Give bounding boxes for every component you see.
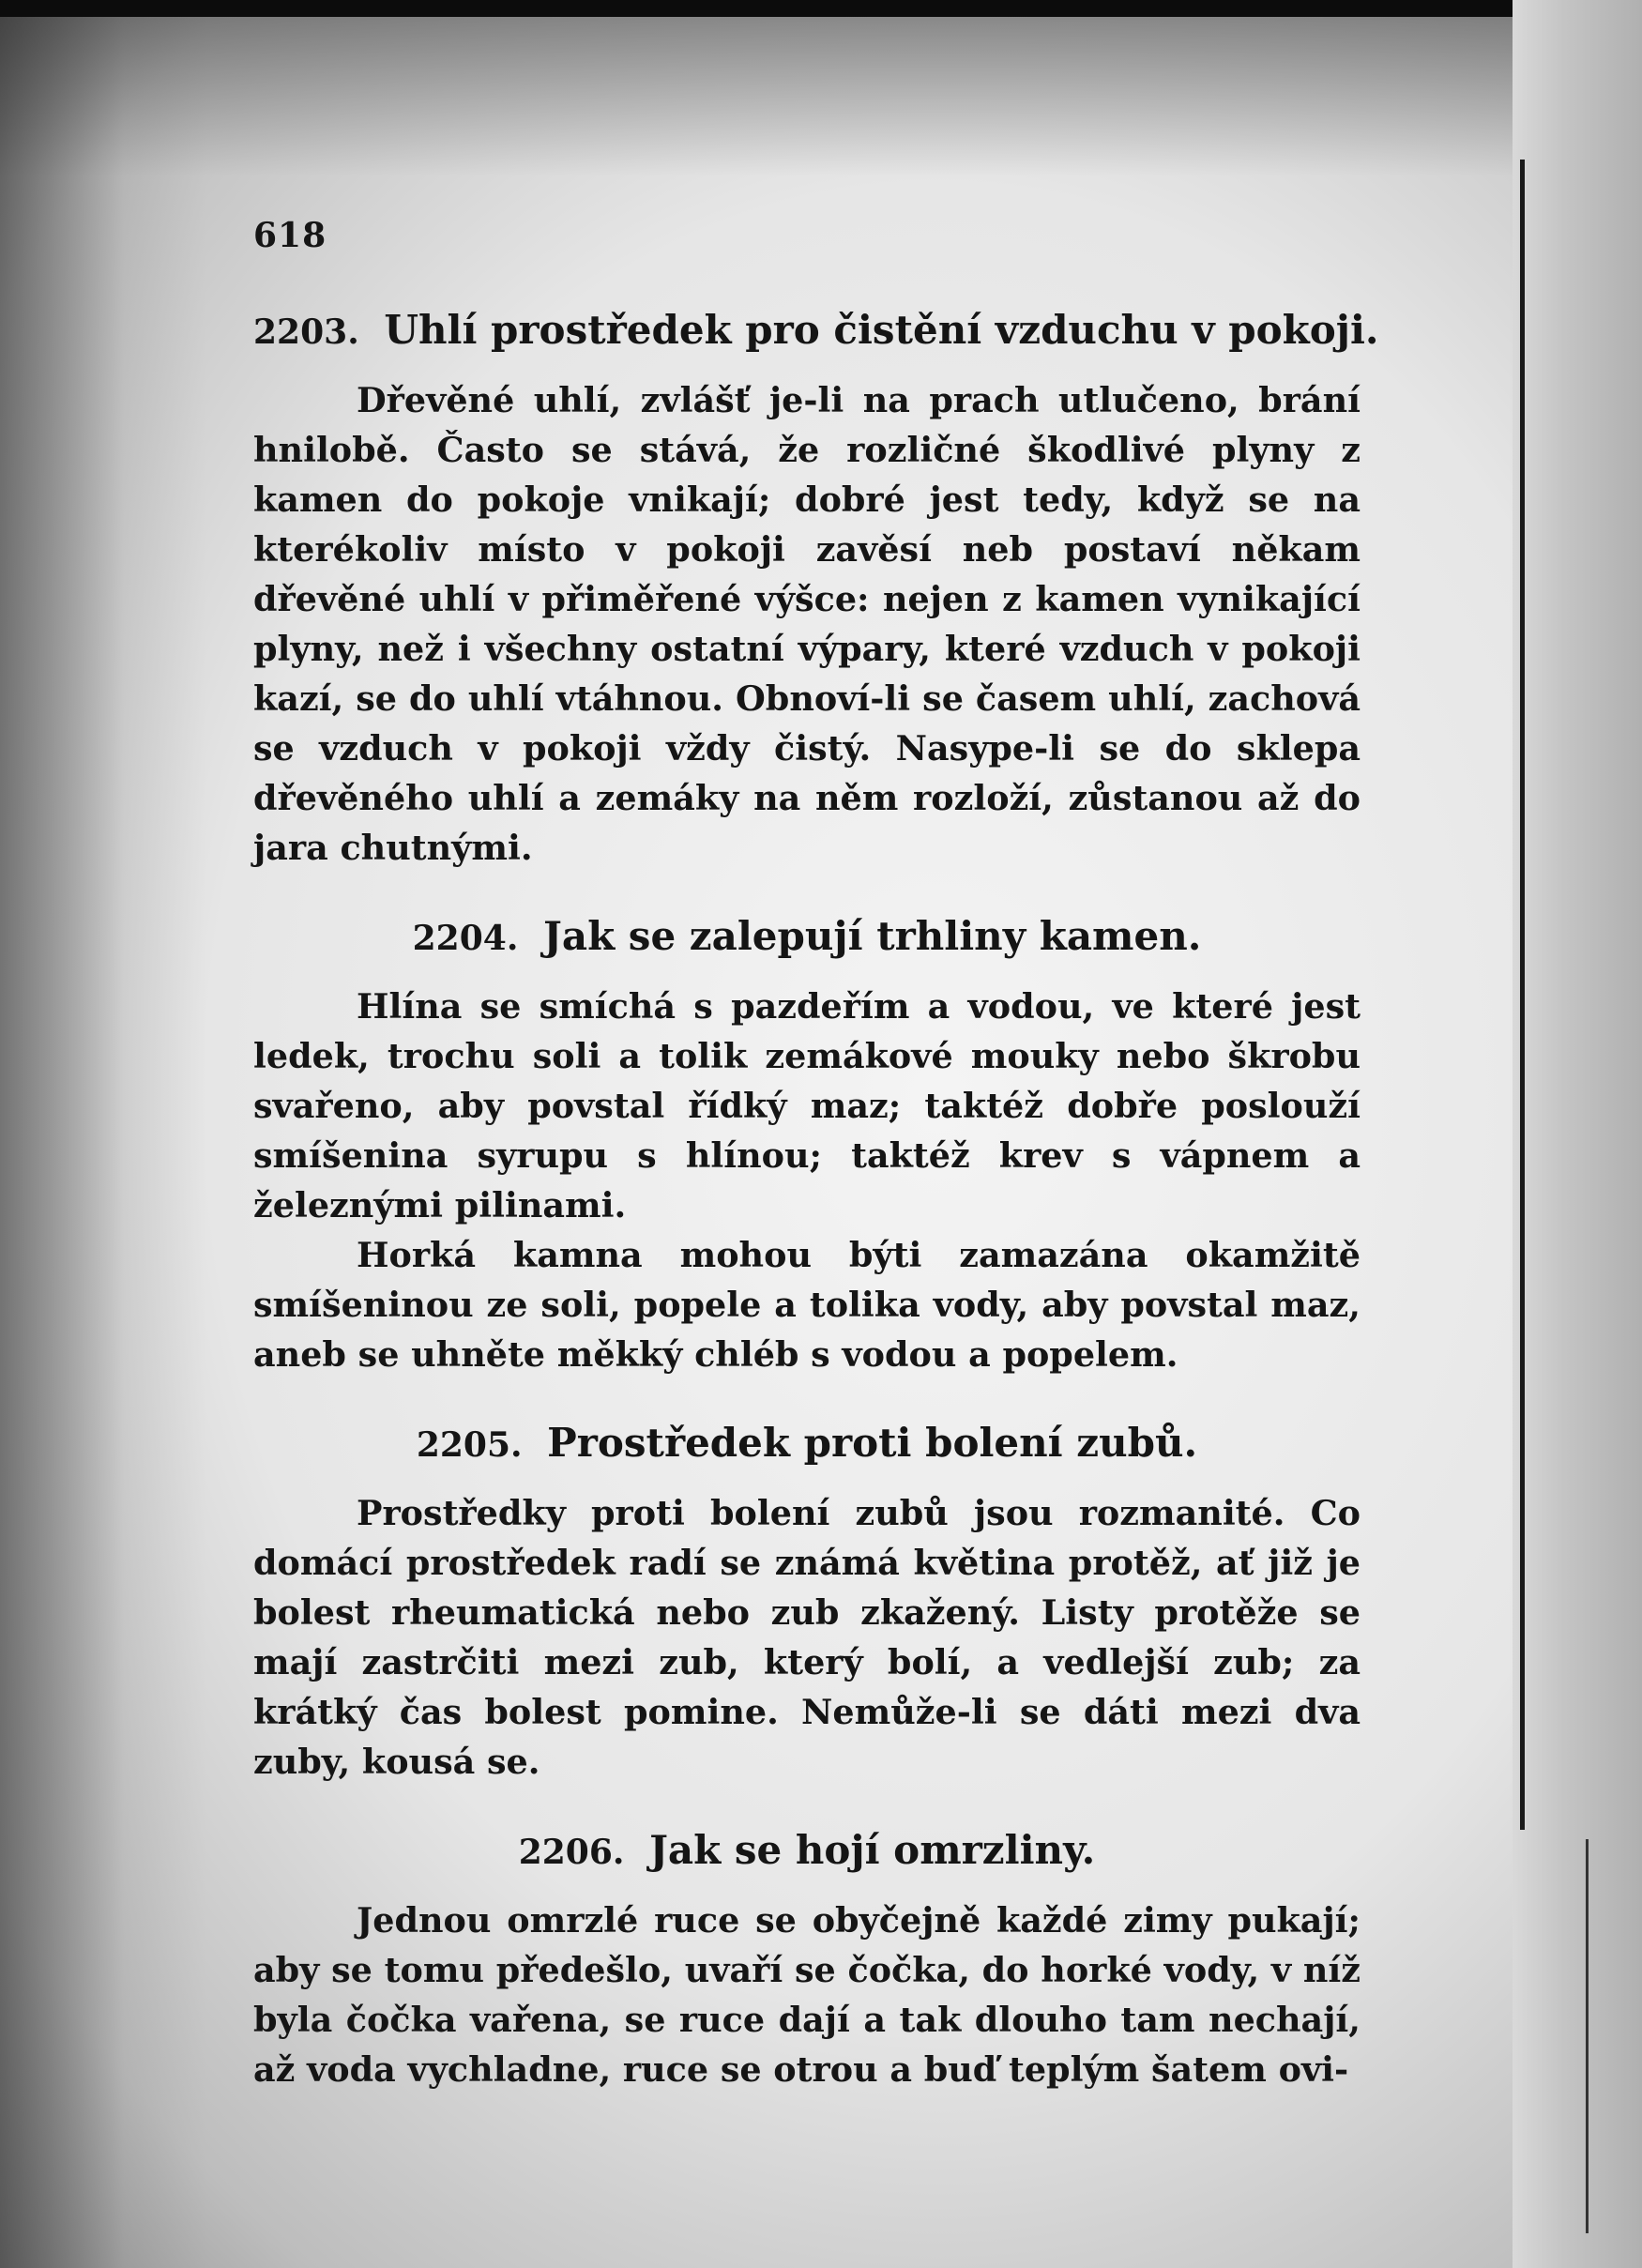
- paragraph: Hlína se smíchá s pazdeřím a vodou, ve které jest ledek, trochu soli a tolik zemákové mouky nebo škrobu svařeno, aby povstal řídký maz; taktéž dobře poslouží smíšenina syrupu s hlínou; taktéž krev s vápnem a železnými pilinami.: [253, 986, 1361, 1225]
- paragraph: Jednou omrzlé ruce se obyčejně každé zimy pukají; aby se tomu předešlo, uvaří se čočka, do horké vody, v níž byla čočka vařena, se ruce dají a tak dlouho tam nechají, až voda vychladne, ruce se otrou a buď teplým šatem ovi-: [253, 1900, 1361, 2090]
- page-shadow: [0, 17, 1513, 176]
- section-number: 2203.: [253, 312, 359, 352]
- section-heading: [253, 304, 1379, 358]
- page-number: 618: [253, 216, 327, 255]
- page-shadow: [0, 17, 206, 2268]
- section-title: Jak se hojí omrzliny.: [649, 1827, 1096, 1873]
- section-heading: [253, 1824, 1361, 1879]
- paragraph: Prostředky proti bolení zubů jsou rozmanité. Co domácí prostředek radí se známá květina protěž, ať již je bolest rheumatická nebo zub zkažený. Listy protěže se mají zastrčiti mezi zub, který bolí, a vedlejší zub; za krátký čas bolest pomine. Nemůže-li se dáti mezi dva zuby, kousá se.: [253, 1493, 1361, 1782]
- edge-rule: [1520, 160, 1525, 1830]
- page-content: [253, 216, 1379, 2094]
- section-heading: [253, 910, 1361, 965]
- section-title: Prostředek proti bolení zubů.: [547, 1420, 1198, 1466]
- section-2204: [253, 910, 1361, 1379]
- section-number: 2206.: [518, 1833, 625, 1872]
- paragraph: Horká kamna mohou býti zamazána okamžitě smíšeninou ze soli, popele a tolika vody, aby povstal maz, aneb se uhněte měkký chléb s vodou a popelem.: [253, 1235, 1361, 1375]
- paragraph: Dřevěné uhlí, zvlášť je-li na prach utlučeno, brání hnilobě. Často se stává, že rozličné škodlivé plyny z kamen do pokoje vnikají; dobré jest tedy, když se na kterékoliv místo v pokoji zavěsí neb postaví někam dřevěné uhlí v přiměřené výšce: nejen z kamen vynikající plyny, než i všechny ostatní výpary, které vzduch v pokoji kazí, se do uhlí vtáhnou. Obnoví-li se časem uhlí, zachová se vzduch v pokoji vždy čistý. Nasype-li se do sklepa dřevěného uhlí a zemáky na něm rozloží, zůstanou až do jara chutnými.: [253, 380, 1361, 868]
- section-number: 2204.: [412, 919, 519, 958]
- section-2205: [253, 1417, 1361, 1787]
- section-2203: [253, 304, 1379, 873]
- section-number: 2205.: [416, 1425, 523, 1465]
- section-heading: [253, 1417, 1361, 1471]
- section-title: Uhlí prostředek pro čistění vzduchu v pokoji.: [384, 307, 1379, 353]
- section-2206: [253, 1824, 1361, 2094]
- page-edge: [1513, 0, 1642, 2268]
- edge-rule: [1586, 1839, 1589, 2233]
- section-title: Jak se zalepují trhliny kamen.: [542, 913, 1202, 959]
